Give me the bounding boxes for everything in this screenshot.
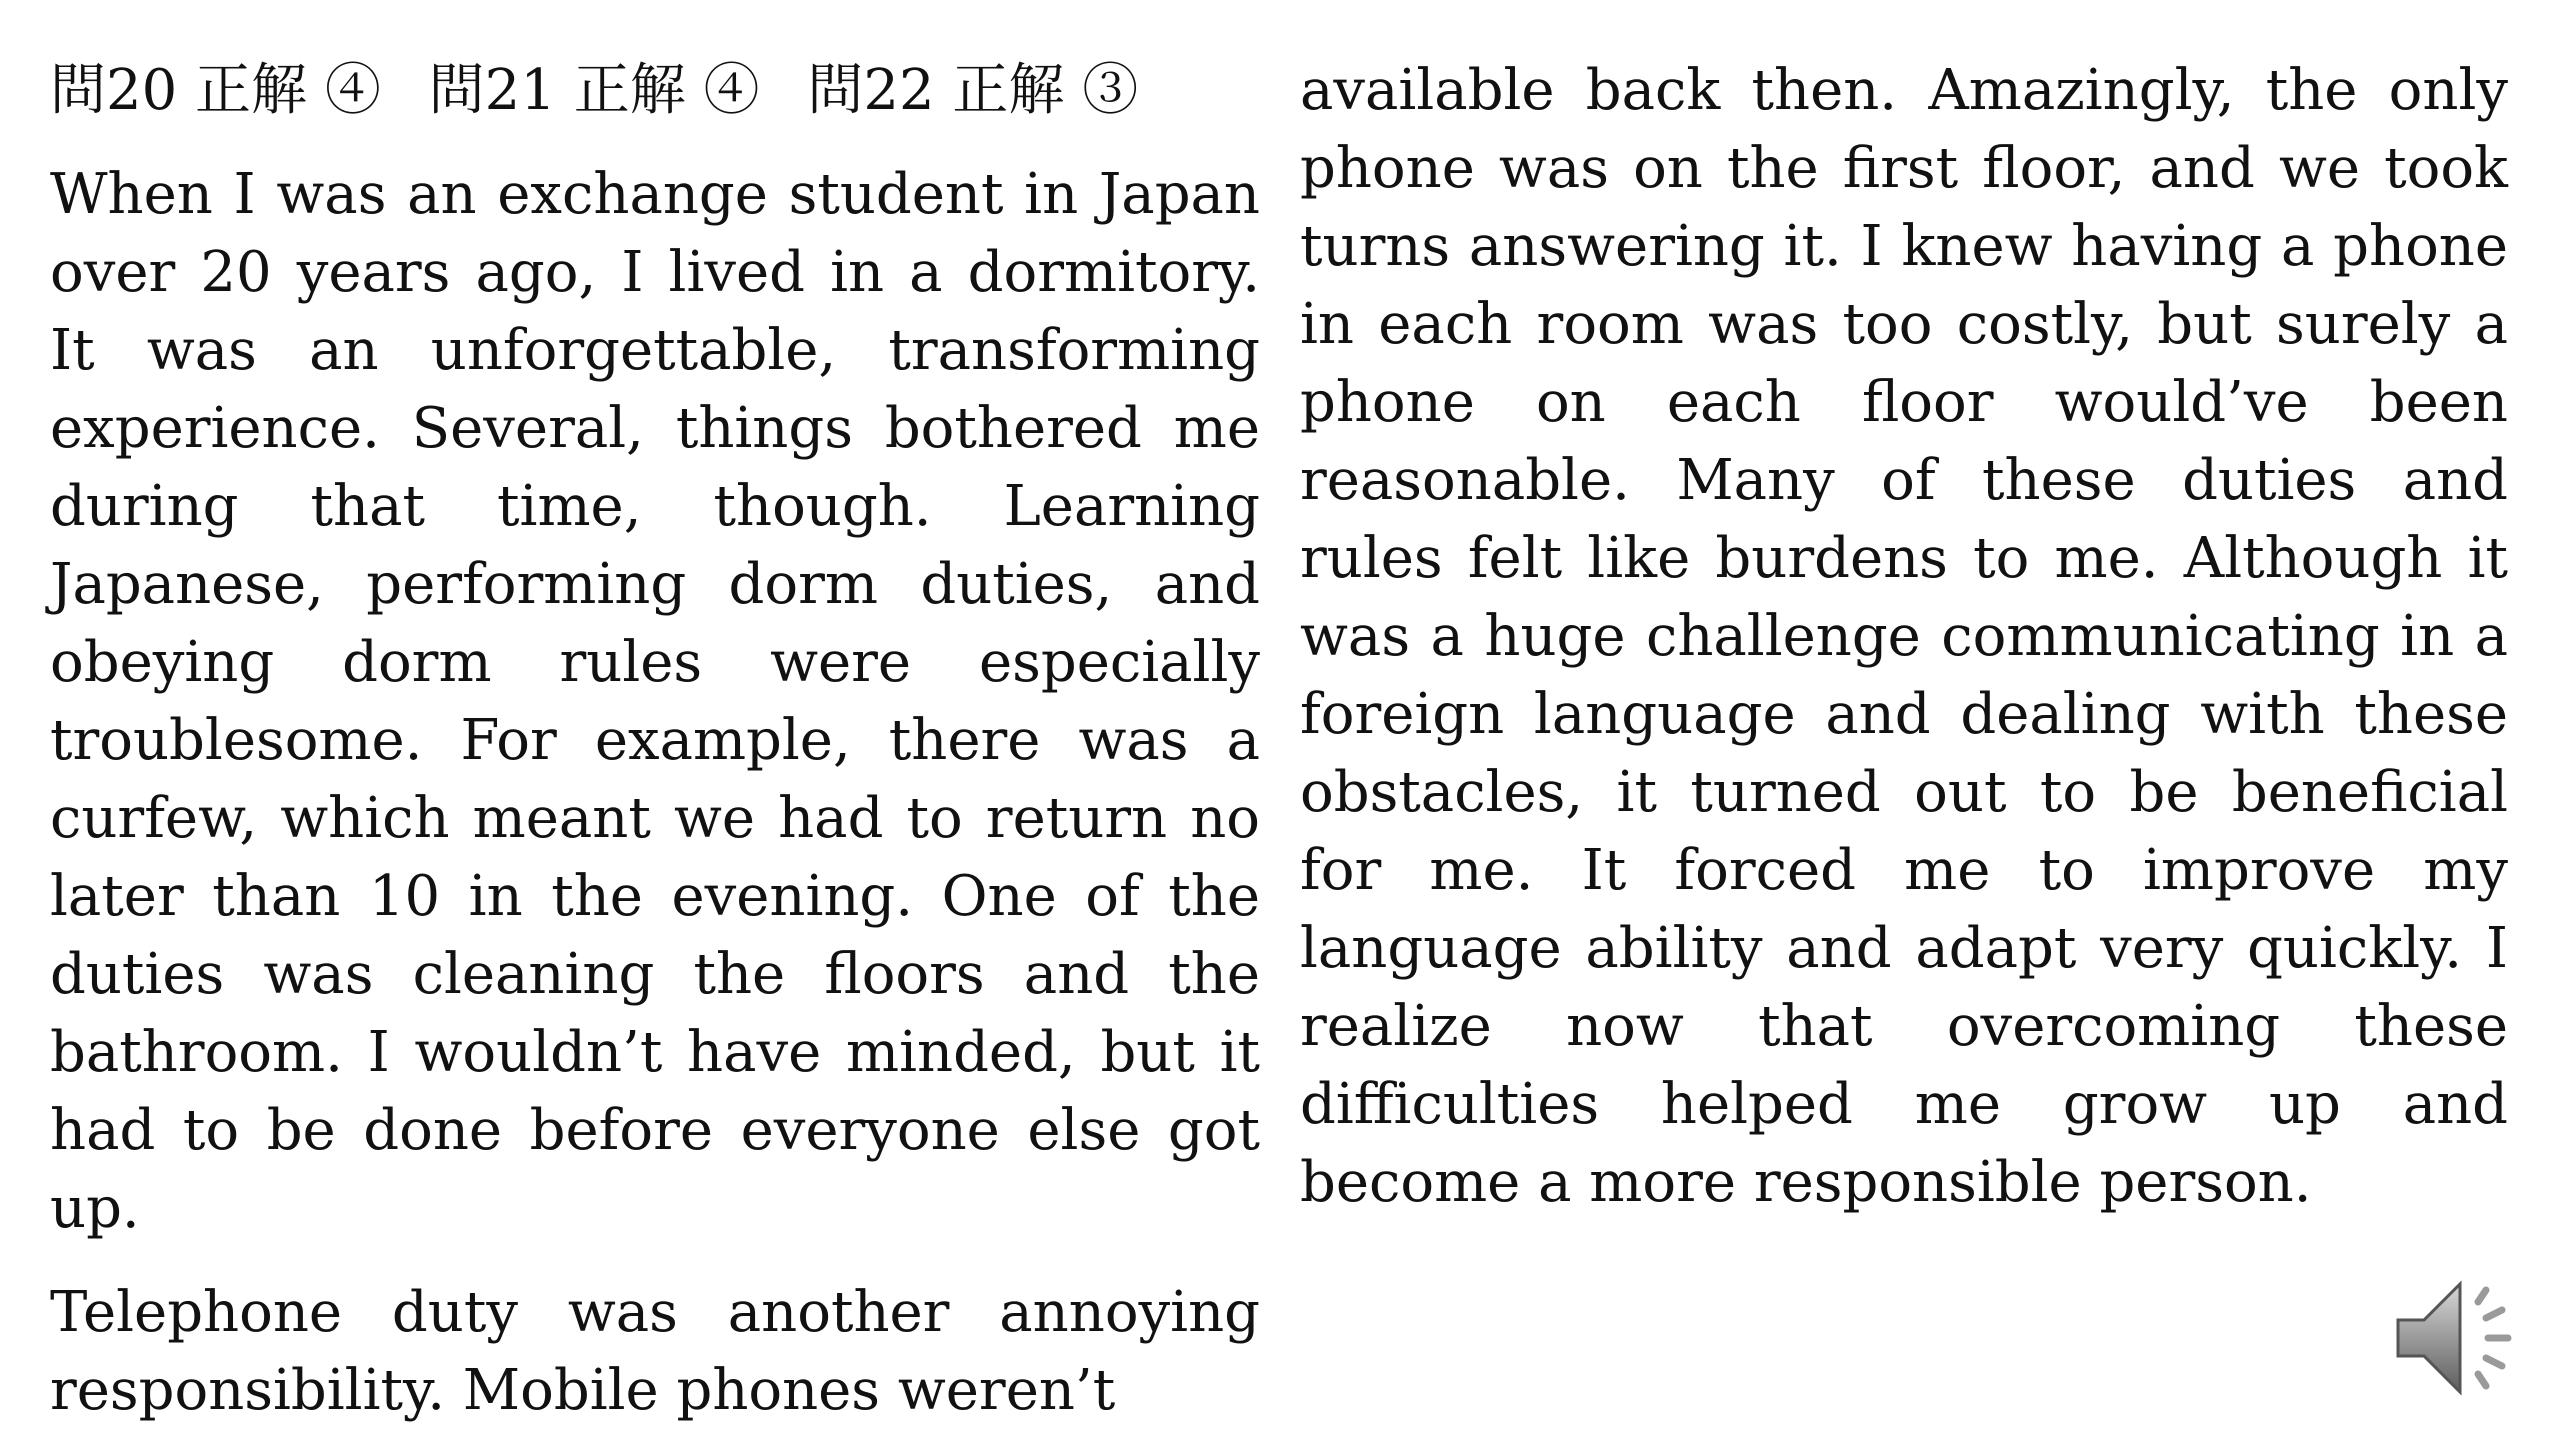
paragraph-telephone-start: Telephone duty was another annoying responsibility. Mobile phones weren’t [50, 1280, 1260, 1423]
right-column [1300, 52, 2508, 1222]
paragraph-telephone-end: available back then. Amazingly, the only phone was on the first floor, and we took turns answering it. I knew having a phone in each room was too costly, but surely a phone on each floor would’ve been reasonable. Many of these duties and rules felt like burdens to me. Although it was a huge challenge communicating in a foreign language and dealing with these obstacles, it turned out to be beneficial for me. It forced me to improve my language ability and adapt very quickly. I realize now that overcoming these difficulties helped me grow up and become a more responsible person. [1300, 58, 2508, 1215]
answer-q22: 問22 正解 ③ [807, 58, 1139, 123]
speaker-icon[interactable] [2390, 1268, 2530, 1408]
answer-q21: 問21 正解 ④ [428, 58, 760, 123]
answer-key [50, 52, 1260, 130]
answer-q20: 問20 正解 ④ [50, 58, 381, 123]
paragraph-dormitory: When I was an exchange student in Japan over 20 years ago, I lived in a dormitory. It was an unforgettable, transforming experience. Several, things bothered me during that time, though. Learning Japanese, performing dorm duties, and obeying dorm rules were especially troublesome. For example, there was a curfew, which meant we had to return no later than 10 in the evening. One of the duties was cleaning the floors and the bathroom. I wouldn’t have minded, but it had to be done before everyone else got up. [50, 162, 1260, 1241]
left-column [50, 52, 1260, 1430]
